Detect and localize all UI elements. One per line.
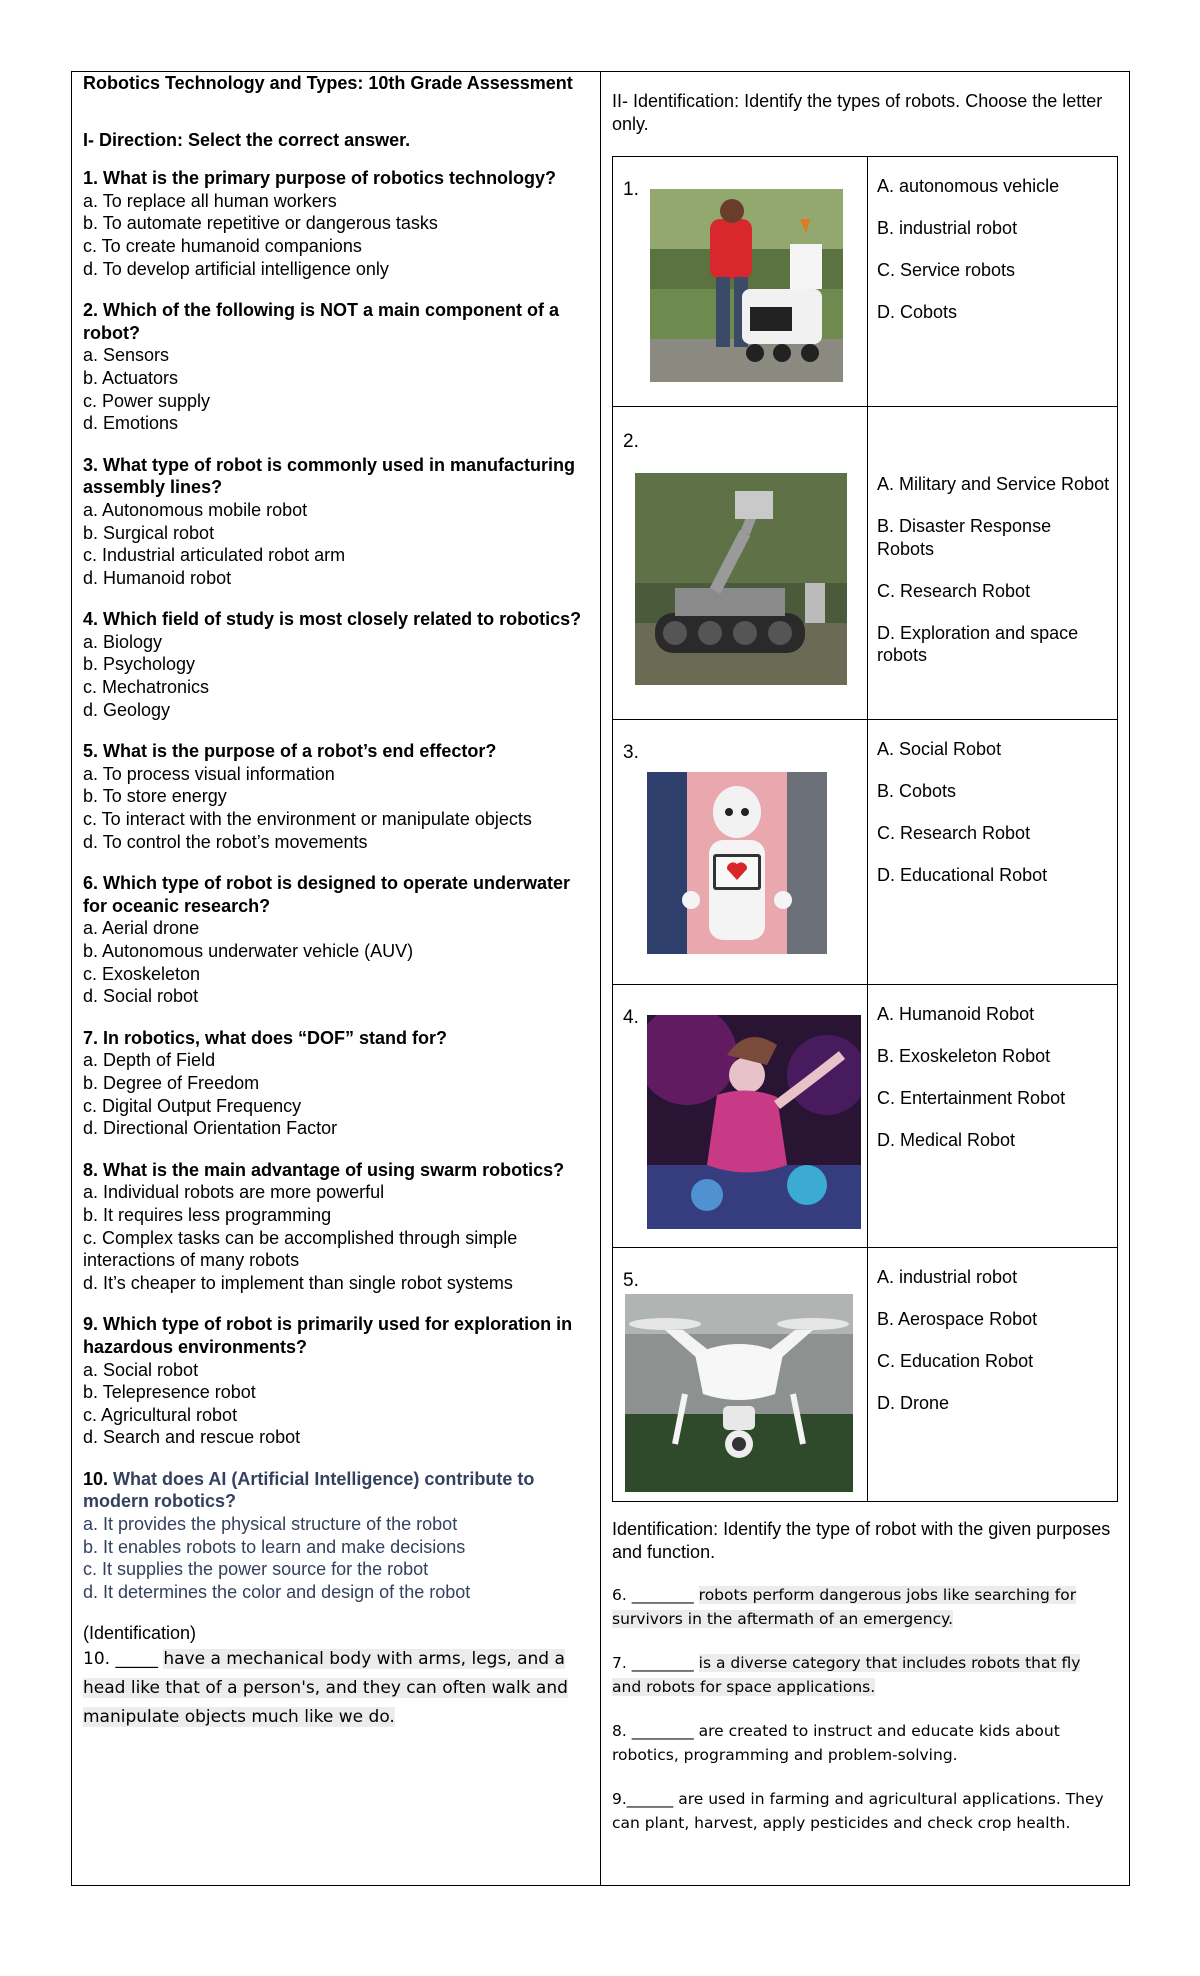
answer-option: b. Surgical robot — [83, 522, 215, 543]
question-stem: 7. In robotics, what does “DOF” stand for? — [83, 1027, 448, 1048]
identification-item-8 — [612, 1719, 1112, 1767]
choice-option: C. Education Robot — [877, 1351, 1034, 1372]
column-divider — [600, 71, 601, 1886]
question-2 — [83, 299, 593, 435]
answer-option: b. Degree of Freedom — [83, 1072, 260, 1093]
answer-option: b. It requires less programming — [83, 1204, 332, 1225]
choice-option: D. Educational Robot — [877, 865, 1048, 886]
answer-option: d. Emotions — [83, 413, 179, 434]
delivery-robot-photo — [650, 189, 843, 382]
answer-option: a. To replace all human workers — [83, 190, 337, 211]
answer-option: b. Telepresence robot — [83, 1382, 256, 1403]
blank-prefix: 10. _____ — [83, 1649, 164, 1670]
image-cell — [613, 157, 868, 406]
choice-option: B. Cobots — [877, 781, 957, 802]
question-4 — [83, 608, 593, 721]
answer-option: c. It supplies the power source for the robot — [83, 1559, 429, 1580]
choice-option: C. Entertainment Robot — [877, 1088, 1066, 1109]
answer-option: d. It determines the color and design of the robot — [83, 1581, 471, 1602]
answer-option: d. To control the robot’s movements — [83, 831, 368, 852]
social-robot-photo — [647, 772, 827, 954]
answer-option: a. To process visual information — [83, 763, 335, 784]
choice-option: A. Humanoid Robot — [877, 1004, 1035, 1024]
question-8 — [83, 1159, 593, 1295]
answer-option: d. Directional Orientation Factor — [83, 1118, 338, 1139]
answer-option: d. Humanoid robot — [83, 567, 232, 588]
identification-item-10 — [83, 1645, 593, 1732]
choice-list — [877, 1003, 1113, 1171]
robot-identification-table — [612, 156, 1118, 1502]
choice-option: D. Drone — [877, 1393, 950, 1414]
question-stem: 8. What is the main advantage of using swarm robotics? — [83, 1159, 565, 1180]
table-row — [613, 720, 1117, 985]
part2-direction: II- Identification: Identify the types of robots. Choose the letter only. — [612, 91, 1103, 134]
answer-option: d. To develop artificial intelligence only — [83, 258, 389, 279]
choice-option: A. Military and Service Robot — [877, 474, 1110, 494]
answer-option: a. Depth of Field — [83, 1050, 216, 1071]
image-cell — [613, 407, 868, 719]
answer-option: c. Agricultural robot — [83, 1404, 238, 1425]
question-stem: 1. What is the primary purpose of robotics technology? — [83, 168, 557, 189]
identification-text: have a mechanical body with arms, legs, and a head like that of a person's, and they can often walk and manipulate objects much like we do. — [83, 1649, 568, 1728]
identification-label: (Identification) — [83, 1623, 197, 1644]
drone-photo — [625, 1294, 853, 1492]
blank-prefix: 9.______ — [612, 1790, 679, 1809]
identification-text: are used in farming and agricultural applications. They can plant, harvest, apply pesticides and check crop health. — [612, 1790, 1104, 1833]
identification-item-7 — [612, 1651, 1112, 1699]
left-column — [83, 72, 593, 1732]
question-10 — [83, 1468, 593, 1604]
choice-option: A. industrial robot — [877, 1267, 1018, 1287]
answer-option: c. Power supply — [83, 390, 211, 411]
choice-option: A. Social Robot — [877, 739, 1002, 759]
choice-list — [877, 738, 1113, 906]
answer-option: c. Industrial articulated robot arm — [83, 545, 346, 566]
answer-option: a. Autonomous mobile robot — [83, 499, 308, 520]
answer-option: d. It’s cheaper to implement than single robot systems — [83, 1272, 513, 1293]
choice-option: C. Research Robot — [877, 823, 1031, 844]
identification-item-6 — [612, 1583, 1112, 1631]
answer-option: b. Psychology — [83, 654, 196, 675]
question-7 — [83, 1027, 593, 1140]
answer-option: b. Actuators — [83, 367, 179, 388]
answer-option: a. It provides the physical structure of the robot — [83, 1514, 458, 1535]
answer-option: b. Autonomous underwater vehicle (AUV) — [83, 941, 414, 961]
choice-option: C. Research Robot — [877, 580, 1031, 601]
choice-list — [877, 1266, 1113, 1434]
question-6 — [83, 872, 593, 1008]
row-number: 1. — [623, 179, 639, 200]
question-stem: 3. What type of robot is commonly used in manufacturing assembly lines? — [83, 454, 576, 498]
question-number: 10. — [83, 1468, 109, 1489]
animatronic-figure-photo — [647, 1015, 861, 1229]
answer-option: a. Aerial drone — [83, 918, 200, 939]
answer-option: a. Individual robots are more powerful — [83, 1182, 385, 1203]
answer-option: a. Social robot — [83, 1359, 199, 1380]
answer-option: a. Biology — [83, 631, 163, 652]
question-5 — [83, 740, 593, 853]
choice-option: B. Exoskeleton Robot — [877, 1046, 1051, 1067]
answer-option: a. Sensors — [83, 345, 170, 366]
identification-text: is a diverse category that includes robots that fly and robots for space applications. — [612, 1654, 1081, 1697]
choice-option: C. Service robots — [877, 260, 1016, 281]
question-stem: 6. Which type of robot is designed to operate underwater for oceanic research? — [83, 873, 571, 916]
part1-direction: I- Direction: Select the correct answer. — [83, 129, 411, 150]
image-cell — [613, 720, 868, 984]
choice-option: A. autonomous vehicle — [877, 176, 1060, 196]
identification-item-9 — [612, 1787, 1112, 1835]
answer-option: b. It enables robots to learn and make decisions — [83, 1536, 466, 1557]
choice-option: B. Aerospace Robot — [877, 1309, 1038, 1330]
table-row — [613, 1248, 1117, 1501]
question-text: What does AI (Artificial Intelligence) contribute to modern robotics? — [83, 1468, 535, 1512]
answer-option: c. Complex tasks can be accomplished through simple interactions of many robots — [83, 1227, 518, 1271]
row-number: 5. — [623, 1270, 639, 1291]
table-row — [613, 985, 1117, 1248]
tracked-robot-photo — [635, 473, 847, 685]
answer-option: b. To store energy — [83, 786, 227, 807]
answer-option: b. To automate repetitive or dangerous tasks — [83, 213, 438, 234]
row-number: 2. — [623, 431, 639, 452]
identification-section — [612, 1518, 1112, 1855]
choice-option: D. Exploration and space robots — [877, 622, 1079, 666]
identification-text: are created to instruct and educate kids about robotics, programming and problem-solving. — [612, 1722, 1060, 1765]
answer-option: c. To create humanoid companions — [83, 235, 362, 256]
answer-option: d. Social robot — [83, 986, 199, 1007]
blank-prefix: 6. ________ — [612, 1586, 699, 1605]
choice-option: B. Disaster Response Robots — [877, 516, 1052, 559]
image-cell — [613, 1248, 868, 1501]
choice-list — [877, 175, 1113, 343]
choice-option: B. industrial robot — [877, 218, 1018, 239]
question-stem: 5. What is the purpose of a robot’s end effector? — [83, 741, 497, 762]
image-cell — [613, 985, 868, 1247]
table-row — [613, 157, 1117, 407]
question-1 — [83, 167, 593, 280]
identification-direction: Identification: Identify the type of robot with the given purposes and function. — [612, 1519, 1111, 1562]
answer-option: c. To interact with the environment or manipulate objects — [83, 809, 532, 830]
blank-prefix: 7. ________ — [612, 1654, 699, 1673]
question-3 — [83, 454, 593, 590]
answer-option: c. Exoskeleton — [83, 963, 201, 984]
answer-option: c. Mechatronics — [83, 677, 210, 698]
answer-option: d. Geology — [83, 699, 171, 720]
row-number: 4. — [623, 1007, 639, 1028]
choice-option: D. Cobots — [877, 302, 958, 323]
row-number: 3. — [623, 742, 639, 763]
question-stem: 9. Which type of robot is primarily used for exploration in hazardous environments? — [83, 1314, 573, 1357]
answer-option: d. Search and rescue robot — [83, 1427, 301, 1448]
answer-option: c. Digital Output Frequency — [83, 1095, 302, 1116]
identification-text: robots perform dangerous jobs like searching for survivors in the aftermath of an emergency. — [612, 1586, 1077, 1629]
question-9 — [83, 1313, 593, 1449]
page-title: Robotics Technology and Types: 10th Grade Assessment — [83, 73, 573, 93]
choice-list — [877, 473, 1113, 687]
blank-prefix: 8. ________ — [612, 1722, 699, 1741]
question-stem: 4. Which field of study is most closely related to robotics? — [83, 609, 582, 630]
question-stem — [83, 1468, 593, 1513]
choice-option: D. Medical Robot — [877, 1130, 1016, 1151]
table-row — [613, 407, 1117, 720]
question-stem: 2. Which of the following is NOT a main component of a robot? — [83, 300, 560, 343]
